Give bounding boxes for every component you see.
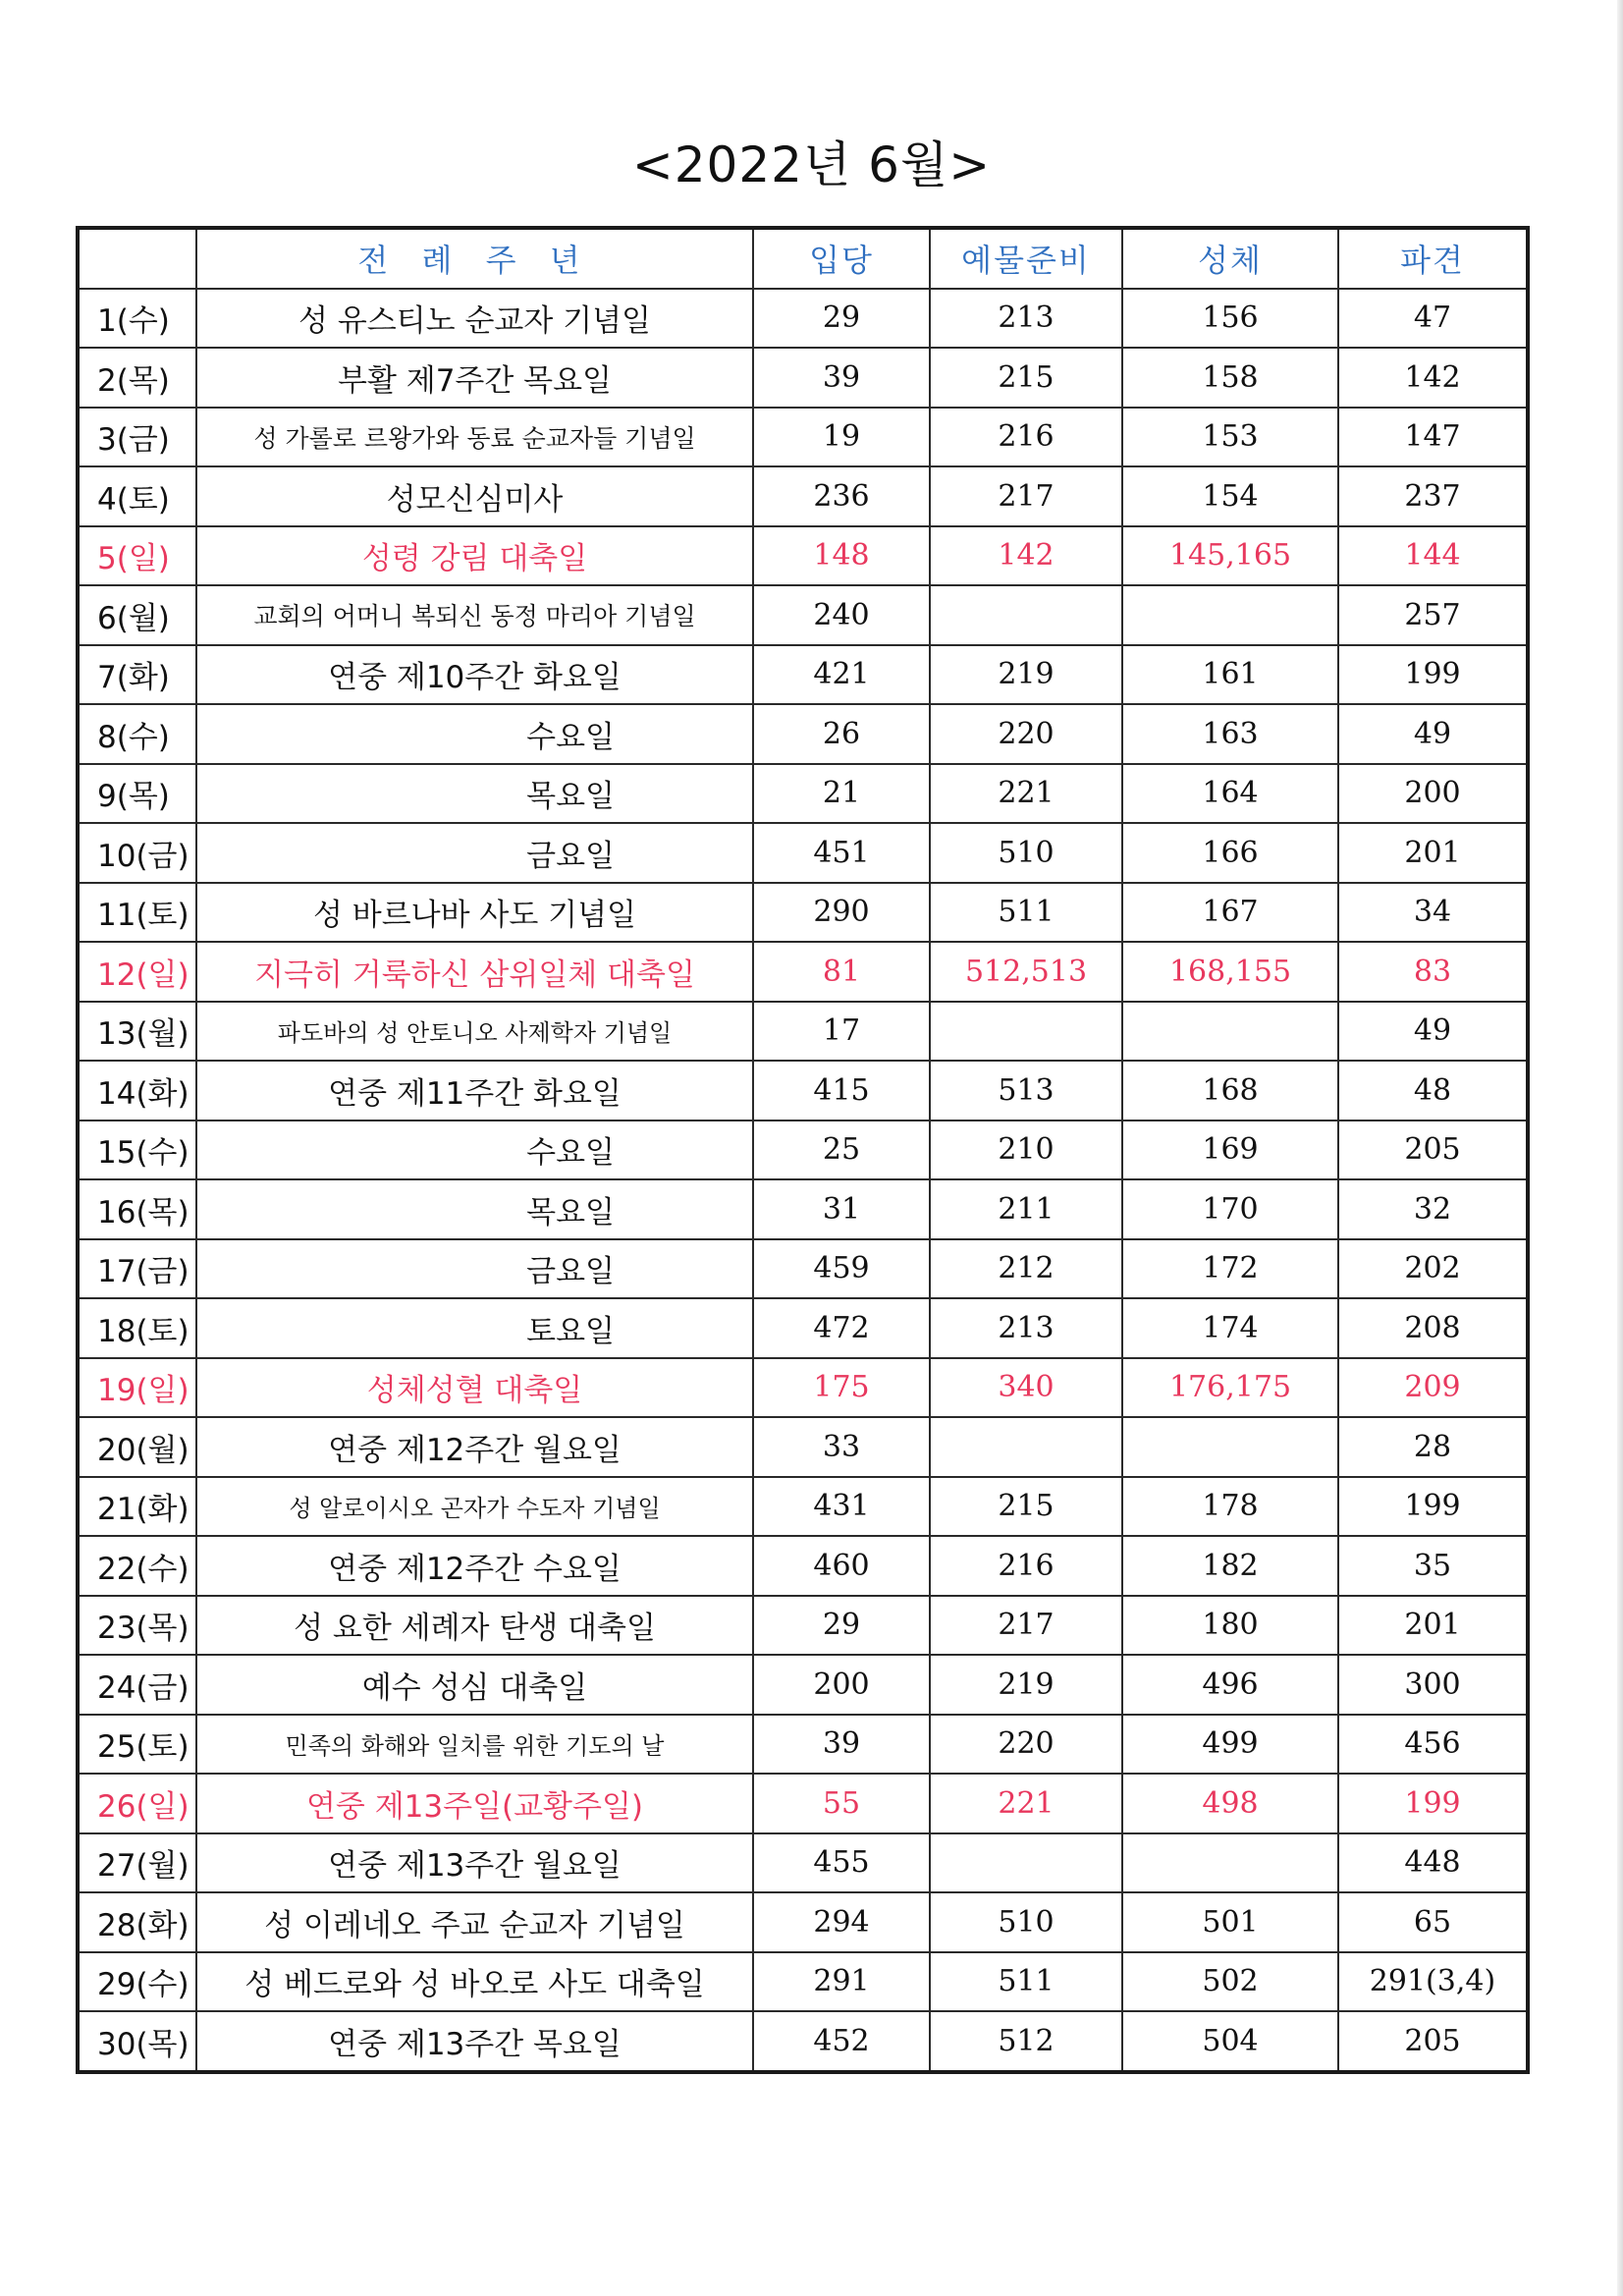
cell-dismissal: 448 — [1338, 1833, 1528, 1893]
cell-date: 24(금) — [78, 1655, 196, 1715]
cell-feast: 연중 제13주간 월요일 — [196, 1833, 753, 1893]
table-row — [78, 645, 1528, 705]
cell-dismissal: 205 — [1338, 2011, 1528, 2072]
cell-feast: 금요일 — [196, 1239, 753, 1299]
cell-date: 19(일) — [78, 1358, 196, 1418]
cell-date: 13(월) — [78, 1002, 196, 1062]
cell-date: 29(수) — [78, 1952, 196, 2012]
table-row — [78, 704, 1528, 764]
cell-offertory: 215 — [930, 348, 1122, 408]
cell-dismissal: 144 — [1338, 526, 1528, 586]
cell-date: 4(토) — [78, 466, 196, 526]
cell-offertory: 210 — [930, 1121, 1122, 1180]
cell-entrance: 31 — [753, 1179, 930, 1239]
cell-feast: 지극히 거룩하신 삼위일체 대축일 — [196, 942, 753, 1002]
table-row — [78, 1892, 1528, 1952]
cell-dismissal: 456 — [1338, 1715, 1528, 1775]
cell-communion: 164 — [1122, 764, 1338, 824]
cell-feast: 부활 제7주간 목요일 — [196, 348, 753, 408]
cell-dismissal: 257 — [1338, 585, 1528, 645]
cell-feast: 예수 성심 대축일 — [196, 1655, 753, 1715]
cell-feast: 수요일 — [196, 1121, 753, 1180]
cell-feast: 성 유스티노 순교자 기념일 — [196, 289, 753, 349]
cell-communion: 496 — [1122, 1655, 1338, 1715]
table-body — [78, 289, 1528, 2072]
cell-date: 15(수) — [78, 1121, 196, 1180]
cell-communion: 182 — [1122, 1536, 1338, 1596]
cell-date: 3(금) — [78, 408, 196, 467]
table-row — [78, 585, 1528, 645]
cell-offertory: 219 — [930, 1655, 1122, 1715]
cell-communion: 161 — [1122, 645, 1338, 705]
cell-feast: 교회의 어머니 복되신 동정 마리아 기념일 — [196, 585, 753, 645]
cell-communion: 158 — [1122, 348, 1338, 408]
cell-entrance: 472 — [753, 1298, 930, 1358]
cell-communion — [1122, 1002, 1338, 1062]
cell-offertory: 510 — [930, 823, 1122, 883]
cell-dismissal: 49 — [1338, 1002, 1528, 1062]
table-row — [78, 1536, 1528, 1596]
cell-entrance: 21 — [753, 764, 930, 824]
cell-dismissal: 147 — [1338, 408, 1528, 467]
cell-date: 9(목) — [78, 764, 196, 824]
cell-communion: 153 — [1122, 408, 1338, 467]
cell-entrance: 200 — [753, 1655, 930, 1715]
cell-date: 26(일) — [78, 1774, 196, 1833]
cell-communion: 176,175 — [1122, 1358, 1338, 1418]
header-date — [78, 228, 196, 289]
table-row — [78, 1358, 1528, 1418]
cell-date: 16(목) — [78, 1179, 196, 1239]
hymn-schedule-table — [76, 226, 1530, 2074]
cell-offertory: 142 — [930, 526, 1122, 586]
cell-offertory: 340 — [930, 1358, 1122, 1418]
cell-entrance: 39 — [753, 1715, 930, 1775]
header-entrance: 입당 — [753, 228, 930, 289]
cell-feast: 연중 제13주일(교황주일) — [196, 1774, 753, 1833]
cell-entrance: 29 — [753, 1596, 930, 1656]
cell-offertory: 216 — [930, 408, 1122, 467]
cell-communion: 168 — [1122, 1061, 1338, 1121]
cell-entrance: 39 — [753, 348, 930, 408]
cell-dismissal: 205 — [1338, 1121, 1528, 1180]
table-row — [78, 1477, 1528, 1537]
cell-entrance: 459 — [753, 1239, 930, 1299]
cell-date: 5(일) — [78, 526, 196, 586]
cell-feast: 성 알로이시오 곤자가 수도자 기념일 — [196, 1477, 753, 1537]
cell-offertory: 510 — [930, 1892, 1122, 1952]
cell-entrance: 29 — [753, 289, 930, 349]
cell-offertory: 217 — [930, 1596, 1122, 1656]
cell-date: 30(목) — [78, 2011, 196, 2072]
table-header-row — [78, 228, 1528, 289]
cell-offertory — [930, 1417, 1122, 1477]
cell-communion: 169 — [1122, 1121, 1338, 1180]
cell-date: 18(토) — [78, 1298, 196, 1358]
cell-entrance: 240 — [753, 585, 930, 645]
header-offertory: 예물준비 — [930, 228, 1122, 289]
table-row — [78, 1774, 1528, 1833]
cell-offertory: 221 — [930, 1774, 1122, 1833]
cell-date: 27(월) — [78, 1833, 196, 1893]
cell-offertory: 513 — [930, 1061, 1122, 1121]
cell-entrance: 415 — [753, 1061, 930, 1121]
cell-date: 14(화) — [78, 1061, 196, 1121]
cell-dismissal: 34 — [1338, 883, 1528, 943]
cell-communion — [1122, 1417, 1338, 1477]
cell-dismissal: 300 — [1338, 1655, 1528, 1715]
cell-dismissal: 32 — [1338, 1179, 1528, 1239]
cell-offertory: 511 — [930, 883, 1122, 943]
cell-dismissal: 202 — [1338, 1239, 1528, 1299]
cell-offertory: 221 — [930, 764, 1122, 824]
cell-offertory: 220 — [930, 1715, 1122, 1775]
cell-communion: 498 — [1122, 1774, 1338, 1833]
table-row — [78, 1239, 1528, 1299]
cell-dismissal: 65 — [1338, 1892, 1528, 1952]
cell-entrance: 26 — [753, 704, 930, 764]
cell-dismissal: 49 — [1338, 704, 1528, 764]
table-row — [78, 1417, 1528, 1477]
scan-edge — [1617, 0, 1623, 2296]
cell-feast: 성령 강림 대축일 — [196, 526, 753, 586]
table-row — [78, 466, 1528, 526]
cell-offertory: 213 — [930, 1298, 1122, 1358]
cell-offertory: 217 — [930, 466, 1122, 526]
cell-date: 22(수) — [78, 1536, 196, 1596]
table-row — [78, 1952, 1528, 2012]
cell-offertory: 215 — [930, 1477, 1122, 1537]
cell-dismissal: 209 — [1338, 1358, 1528, 1418]
cell-dismissal: 201 — [1338, 823, 1528, 883]
cell-communion: 499 — [1122, 1715, 1338, 1775]
cell-entrance: 291 — [753, 1952, 930, 2012]
cell-dismissal: 201 — [1338, 1596, 1528, 1656]
table-row — [78, 1596, 1528, 1656]
cell-entrance: 175 — [753, 1358, 930, 1418]
cell-entrance: 236 — [753, 466, 930, 526]
table-row — [78, 2011, 1528, 2072]
cell-feast: 성모신심미사 — [196, 466, 753, 526]
cell-dismissal: 199 — [1338, 1774, 1528, 1833]
table-row — [78, 942, 1528, 1002]
cell-dismissal: 28 — [1338, 1417, 1528, 1477]
cell-entrance: 19 — [753, 408, 930, 467]
cell-date: 25(토) — [78, 1715, 196, 1775]
cell-offertory: 213 — [930, 289, 1122, 349]
cell-dismissal: 237 — [1338, 466, 1528, 526]
table-row — [78, 526, 1528, 586]
header-liturgical-year: 전 례 주 년 — [196, 228, 753, 289]
cell-feast: 성 가롤로 르왕가와 동료 순교자들 기념일 — [196, 408, 753, 467]
cell-date: 20(월) — [78, 1417, 196, 1477]
cell-feast: 목요일 — [196, 1179, 753, 1239]
cell-offertory — [930, 585, 1122, 645]
cell-date: 2(목) — [78, 348, 196, 408]
cell-communion: 145,165 — [1122, 526, 1338, 586]
cell-feast: 파도바의 성 안토니오 사제학자 기념일 — [196, 1002, 753, 1062]
cell-entrance: 25 — [753, 1121, 930, 1180]
cell-dismissal: 291(3,4) — [1338, 1952, 1528, 2012]
cell-entrance: 33 — [753, 1417, 930, 1477]
cell-entrance: 290 — [753, 883, 930, 943]
cell-communion — [1122, 1833, 1338, 1893]
cell-offertory: 219 — [930, 645, 1122, 705]
cell-feast: 민족의 화해와 일치를 위한 기도의 날 — [196, 1715, 753, 1775]
cell-communion: 166 — [1122, 823, 1338, 883]
cell-offertory: 212 — [930, 1239, 1122, 1299]
page-title: <2022년 6월> — [631, 137, 992, 193]
cell-feast: 성 이레네오 주교 순교자 기념일 — [196, 1892, 753, 1952]
table-row — [78, 1061, 1528, 1121]
cell-date: 8(수) — [78, 704, 196, 764]
cell-entrance: 55 — [753, 1774, 930, 1833]
cell-communion: 178 — [1122, 1477, 1338, 1537]
cell-date: 28(화) — [78, 1892, 196, 1952]
cell-entrance: 452 — [753, 2011, 930, 2072]
header-communion: 성체 — [1122, 228, 1338, 289]
table-row — [78, 823, 1528, 883]
cell-feast: 토요일 — [196, 1298, 753, 1358]
header-dismissal: 파견 — [1338, 228, 1528, 289]
table-row — [78, 1833, 1528, 1893]
cell-communion: 504 — [1122, 2011, 1338, 2072]
cell-communion: 174 — [1122, 1298, 1338, 1358]
cell-offertory: 512 — [930, 2011, 1122, 2072]
cell-communion: 156 — [1122, 289, 1338, 349]
cell-entrance: 294 — [753, 1892, 930, 1952]
cell-feast: 성 바르나바 사도 기념일 — [196, 883, 753, 943]
cell-offertory: 220 — [930, 704, 1122, 764]
cell-entrance: 81 — [753, 942, 930, 1002]
cell-offertory: 211 — [930, 1179, 1122, 1239]
cell-communion: 168,155 — [1122, 942, 1338, 1002]
table-row — [78, 348, 1528, 408]
table-row — [78, 289, 1528, 349]
cell-dismissal: 47 — [1338, 289, 1528, 349]
table-row — [78, 1121, 1528, 1180]
cell-offertory: 512,513 — [930, 942, 1122, 1002]
cell-date: 11(토) — [78, 883, 196, 943]
cell-entrance: 431 — [753, 1477, 930, 1537]
cell-dismissal: 83 — [1338, 942, 1528, 1002]
cell-entrance: 17 — [753, 1002, 930, 1062]
cell-communion: 167 — [1122, 883, 1338, 943]
cell-feast: 금요일 — [196, 823, 753, 883]
table-row — [78, 408, 1528, 467]
cell-date: 10(금) — [78, 823, 196, 883]
cell-feast: 연중 제13주간 목요일 — [196, 2011, 753, 2072]
cell-entrance: 148 — [753, 526, 930, 586]
cell-date: 23(목) — [78, 1596, 196, 1656]
cell-dismissal: 200 — [1338, 764, 1528, 824]
cell-dismissal: 199 — [1338, 645, 1528, 705]
cell-dismissal: 35 — [1338, 1536, 1528, 1596]
cell-communion: 170 — [1122, 1179, 1338, 1239]
cell-communion: 163 — [1122, 704, 1338, 764]
table-row — [78, 1179, 1528, 1239]
cell-dismissal: 208 — [1338, 1298, 1528, 1358]
cell-dismissal: 48 — [1338, 1061, 1528, 1121]
cell-communion: 172 — [1122, 1239, 1338, 1299]
table-row — [78, 1655, 1528, 1715]
table-row — [78, 1715, 1528, 1775]
cell-entrance: 421 — [753, 645, 930, 705]
cell-communion: 502 — [1122, 1952, 1338, 2012]
cell-date: 7(화) — [78, 645, 196, 705]
cell-communion — [1122, 585, 1338, 645]
cell-offertory: 216 — [930, 1536, 1122, 1596]
cell-feast: 연중 제12주간 월요일 — [196, 1417, 753, 1477]
cell-feast: 성 베드로와 성 바오로 사도 대축일 — [196, 1952, 753, 2012]
cell-communion: 501 — [1122, 1892, 1338, 1952]
cell-entrance: 451 — [753, 823, 930, 883]
cell-feast: 성체성혈 대축일 — [196, 1358, 753, 1418]
table-row — [78, 764, 1528, 824]
cell-feast: 연중 제11주간 화요일 — [196, 1061, 753, 1121]
cell-offertory — [930, 1002, 1122, 1062]
table-row — [78, 1298, 1528, 1358]
cell-communion: 154 — [1122, 466, 1338, 526]
cell-dismissal: 199 — [1338, 1477, 1528, 1537]
cell-date: 21(화) — [78, 1477, 196, 1537]
cell-offertory — [930, 1833, 1122, 1893]
cell-feast: 연중 제12주간 수요일 — [196, 1536, 753, 1596]
cell-communion: 180 — [1122, 1596, 1338, 1656]
cell-date: 17(금) — [78, 1239, 196, 1299]
table-row — [78, 1002, 1528, 1062]
cell-date: 12(일) — [78, 942, 196, 1002]
cell-feast: 성 요한 세례자 탄생 대축일 — [196, 1596, 753, 1656]
table-row — [78, 883, 1528, 943]
cell-feast: 연중 제10주간 화요일 — [196, 645, 753, 705]
cell-offertory: 511 — [930, 1952, 1122, 2012]
cell-date: 6(월) — [78, 585, 196, 645]
cell-dismissal: 142 — [1338, 348, 1528, 408]
cell-date: 1(수) — [78, 289, 196, 349]
cell-entrance: 460 — [753, 1536, 930, 1596]
cell-feast: 목요일 — [196, 764, 753, 824]
cell-feast: 수요일 — [196, 704, 753, 764]
cell-entrance: 455 — [753, 1833, 930, 1893]
